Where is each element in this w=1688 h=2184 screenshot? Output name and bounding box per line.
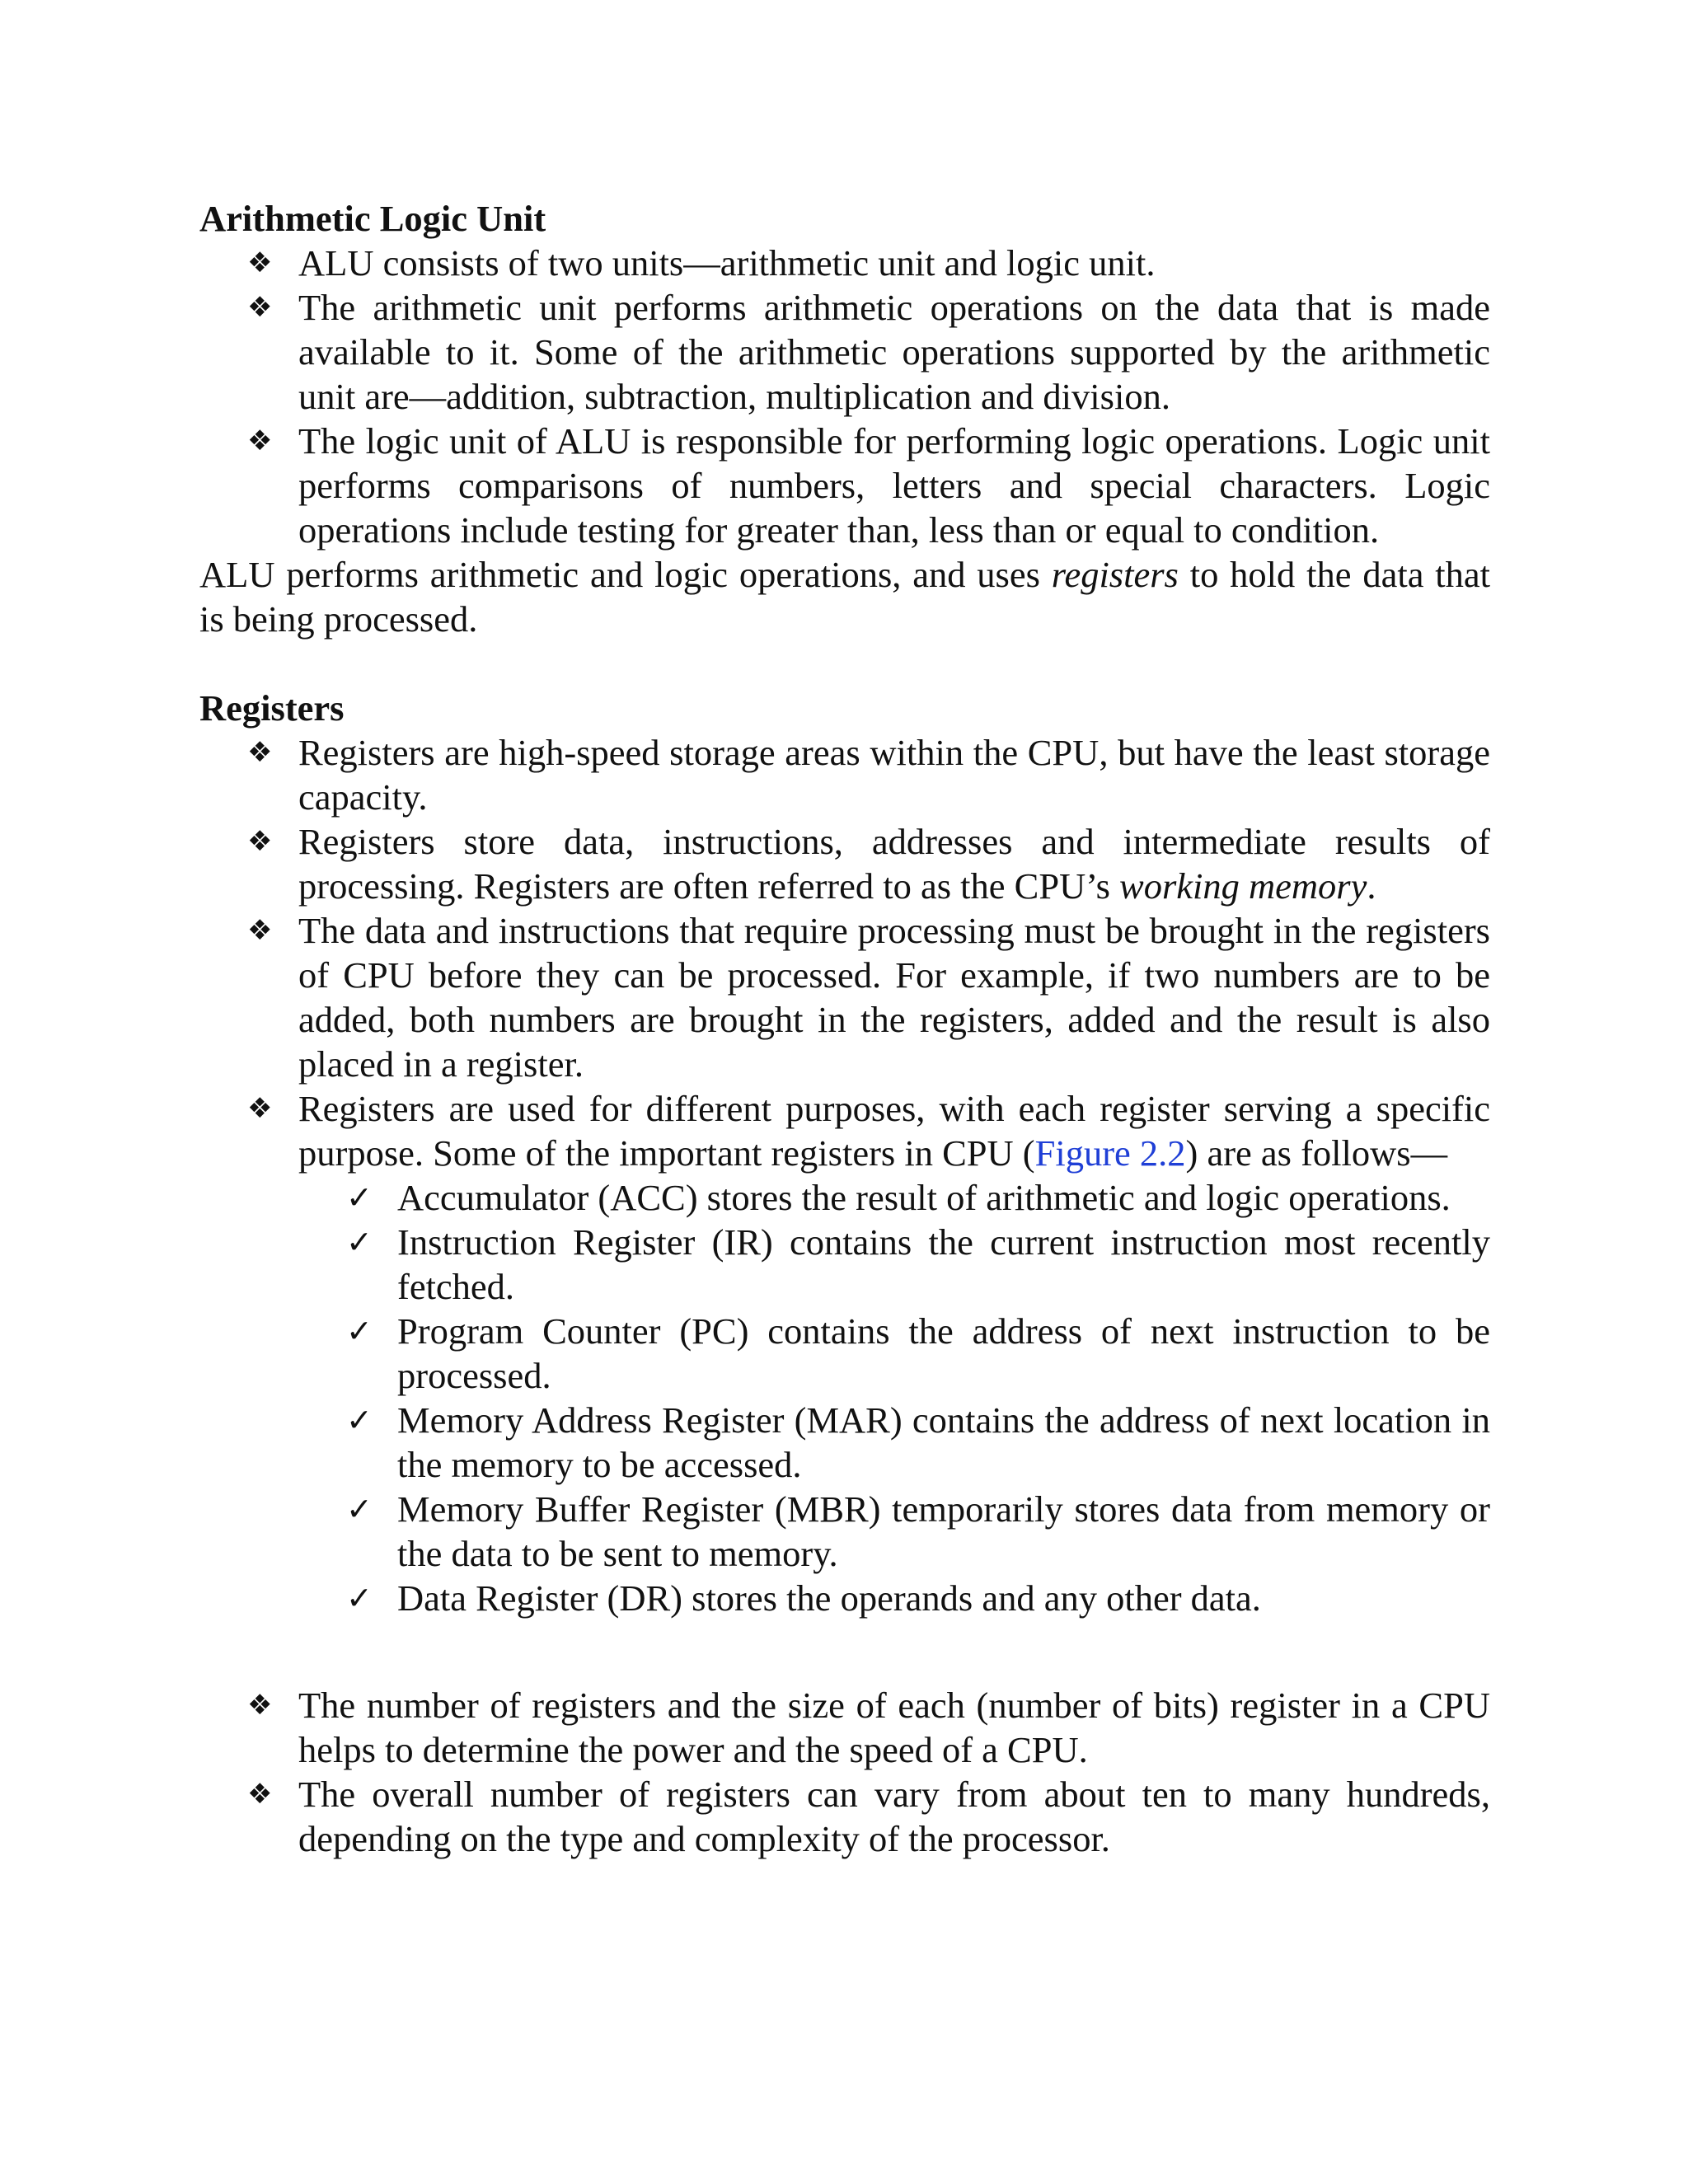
bullet-text-end: . <box>1367 865 1376 907</box>
check-text: Memory Buffer Register (MBR) temporarily stores data from memory or the data to be sent to memory. <box>397 1488 1490 1574</box>
bullet-text: Registers are used for different purposes, with each register serving a specific purpose. Some of the important registers in CPU ( <box>298 1088 1490 1174</box>
bullet-text: The overall number of registers can vary from about ten to many hundreds, depending on the type and complexity of the processor. <box>298 1774 1490 1859</box>
check-text: Data Register (DR) stores the operands and any other data. <box>397 1577 1261 1619</box>
bullet-text-end: ) are as follows— <box>1185 1132 1448 1174</box>
list-item <box>346 1398 1490 1487</box>
list-item <box>247 241 1490 285</box>
check-icon: ✓ <box>346 1179 373 1216</box>
register-types-list <box>298 1175 1490 1620</box>
diamond-bullet-icon: ❖ <box>247 736 273 769</box>
check-text: Memory Address Register (MAR) contains the address of next location in the memory to be accessed. <box>397 1399 1490 1485</box>
diamond-bullet-icon: ❖ <box>247 825 273 858</box>
bullet-text: The arithmetic unit performs arithmetic operations on the data that is made available to it. Some of the arithmetic operations supported by the arithmetic unit are—addition, subtraction, multiplication and division. <box>298 287 1490 417</box>
diamond-bullet-icon: ❖ <box>247 1092 273 1125</box>
alu-bullet-list <box>199 241 1490 552</box>
check-icon: ✓ <box>346 1224 373 1260</box>
diamond-bullet-icon: ❖ <box>247 246 273 279</box>
check-text: Accumulator (ACC) stores the result of arithmetic and logic operations. <box>397 1177 1451 1218</box>
section-spacer <box>199 641 1490 686</box>
list-item <box>247 1772 1490 1861</box>
list-item <box>346 1487 1490 1576</box>
summary-text: ALU performs arithmetic and logic operations, and uses <box>199 554 1052 595</box>
list-item <box>247 819 1490 908</box>
bullet-text: The data and instructions that require processing must be brought in the registers of CPU before they can be processed. For example, if two numbers are to be added, both numbers are brought in the registers, added and the result is also placed in a register. <box>298 910 1490 1085</box>
alu-summary-paragraph <box>199 552 1490 641</box>
section-spacer <box>199 1620 1490 1683</box>
diamond-bullet-icon: ❖ <box>247 424 273 457</box>
bullet-text: The logic unit of ALU is responsible for performing logic operations. Logic unit performs comparisons of numbers, letters and special characters. Logic operations include testing for greater than, less than or equal to condition. <box>298 420 1490 551</box>
diamond-bullet-icon: ❖ <box>247 291 273 324</box>
list-item <box>247 285 1490 419</box>
list-item <box>346 1309 1490 1398</box>
list-item <box>247 1683 1490 1772</box>
registers-heading: Registers <box>199 687 345 729</box>
check-text: Program Counter (PC) contains the address of next instruction to be processed. <box>397 1310 1490 1396</box>
list-item <box>346 1220 1490 1309</box>
closing-bullet-list <box>199 1683 1490 1861</box>
bullet-text: Registers store data, instructions, addresses and intermediate results of processing. Registers are often referred to as the CPU’s <box>298 821 1490 907</box>
check-text: Instruction Register (IR) contains the current instruction most recently fetched. <box>397 1221 1490 1307</box>
check-icon: ✓ <box>346 1313 373 1349</box>
list-item <box>346 1576 1490 1620</box>
check-icon: ✓ <box>346 1580 373 1616</box>
registers-bullet-list <box>199 730 1490 1620</box>
bullet-emphasis: working memory <box>1119 865 1367 907</box>
diamond-bullet-icon: ❖ <box>247 914 273 947</box>
check-icon: ✓ <box>346 1491 373 1527</box>
list-item <box>247 908 1490 1086</box>
list-item <box>346 1175 1490 1220</box>
list-item <box>247 419 1490 552</box>
alu-heading: Arithmetic Logic Unit <box>199 198 546 239</box>
list-item <box>247 1086 1490 1620</box>
summary-emphasis: registers <box>1051 554 1179 595</box>
check-icon: ✓ <box>346 1402 373 1438</box>
summary-text-end: to hold the data that is being processed. <box>199 554 1491 640</box>
bullet-text: ALU consists of two units—arithmetic unit and logic unit. <box>298 242 1156 284</box>
diamond-bullet-icon: ❖ <box>247 1778 273 1811</box>
list-item <box>247 730 1490 819</box>
figure-link[interactable]: Figure 2.2 <box>1034 1132 1186 1174</box>
bullet-text: Registers are high-speed storage areas within the CPU, but have the least storage capacity. <box>298 732 1490 818</box>
bullet-text: The number of registers and the size of each (number of bits) register in a CPU helps to determine the power and the speed of a CPU. <box>298 1685 1490 1770</box>
diamond-bullet-icon: ❖ <box>247 1689 273 1722</box>
document-page <box>199 196 1490 1861</box>
